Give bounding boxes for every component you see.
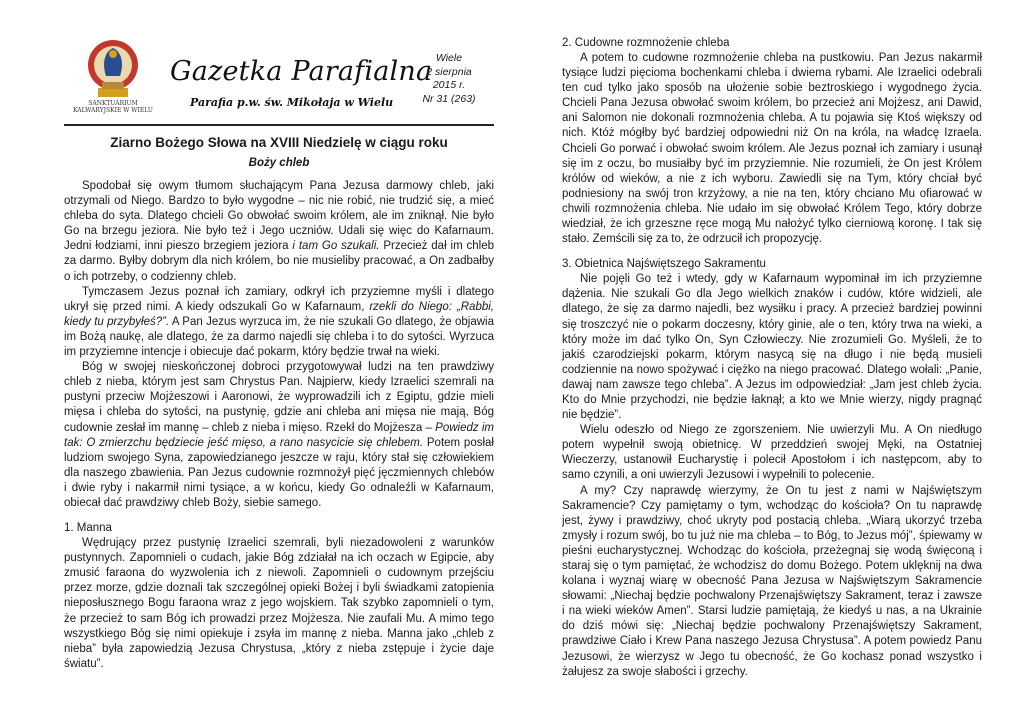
article-title: Ziarno Bożego Słowa na XVIII Niedzielę w ciągu roku <box>110 135 448 150</box>
section-heading: 3. Obietnica Najświętszego Sakramentu <box>562 258 766 271</box>
article-subtitle: Boży chleb <box>248 157 310 169</box>
issue-year: 2015 r. <box>432 79 466 91</box>
newsletter-subtitle: Parafia p.w. św. Mikołaja w Wielu <box>190 96 394 109</box>
paragraph: A potem to cudowne rozmnożenie chleba na pustkowiu. Pan Jezus nakarmił tysiące ludzi pięcioma bochenkami chleba i dwiema rybami. Ale Izraelici odebrali ten cud tylko jako sposób na ułożenie sobie beztroskiego i wygodnego życia. Chcieli Pana Jezusa obwołać swoim królem, bo przecież ani Mojżesz, ani Dawid, ani Salomon nie dokonali rozmnożenia chleba. A tu pojawia się Ktoś większy od nich. Któż mógłby być bardziej odpowiedni niż On na króla, na władcę Izraela. Chcieli Go porwać i obwołać swoim królem. Ale Jezus poznał ich zamiary i usunął się im z oczu, bo musiałby być im przyziemnie. Nie rozumieli, że On jest Królem królów od wieków, a nie z ich wyboru. Zawiedli się na Tym, który chciał być podniesiony na swój tron krzyżowy, a nie na ten, który chciano Mu ofiarować w chwili rozmnożenia chleba. Nie udało im się obwołać Królem Tego, który dobrze wiedział, że ich grzeszne ręce mogą Mu nałożyć tylko cierniową koronę. I tak się stało. Zemścili się za to, że odrzucił ich propozycję. <box>562 52 982 246</box>
paragraph: Bóg w swojej nieskończonej dobroci przygotowywał ludzi na ten prawdziwy chleb z nieba, którym jest sam Chrystus Pan. Najpierw, kiedy Izraelici szemrali na pustyni przeciw Mojżeszowi i Aaronowi, że wyprowadzili ich z Egiptu, gdzie mieli mięsa i chleba do sytości, na pustynię, gdzie ani chleba ani mięsa nie mają, Bóg cudownie zesłał im mannę – chleb z nieba i mięso. Rzekł do Mojżesza – Powiedz im tak: O zmierzchu będziecie jeść mięso, a rano nasycicie się chlebem. Potem posłał ludziom swojego Syna, zapowiedzianego jeszcze w raju, który stał się człowiekiem dla naszego zbawienia. Pan Jezus cudownie rozmnożył pięć jęczmiennych chlebów i dwie ryby i nakarmił nimi tysiące, a w końcu, kiedy Go odnaleźli w Kafarnaum, obiecał dać prawdziwy chleb Boży, siebie samego. <box>64 361 494 509</box>
right-column <box>562 36 982 680</box>
issue-date: 2 sierpnia <box>426 65 472 78</box>
section-heading: 1. Manna <box>64 522 112 535</box>
paragraph: A my? Czy naprawdę wierzymy, że On tu jest z nami w Najświętszym Sakramencie? Czy pamiętamy o tym, wchodząc do kościoła? On tu naprawdę jest, żywy i prawdziwy, choć ukryty pod postacią chleba. „Wiarą ukorzyć trzeba zmysły i rozum swój, bo tu już nie ma chleba – to Bóg, to Jezus mój”, śpiewamy w pieśni eucharystycznej. Wchodząc do kościoła, przeżegnaj się wodą święconą i staraj się o tym pamiętać, że wchodzisz do domu Bożego. Potem uklęknij na dwa kolana i wyznaj wiarę w obecność Pana Jezusa w Najświętszym Sakramencie słowami: „Niechaj będzie pochwalony Przenajświętszy Sakrament, teraz i zawsze i na wieki wieków Amen”. Starsi ludzie pamiętają, że kiedyś u nas, a na Ukrainie do dziś mówi się: „Niechaj będzie pochwalony Przenajświętszy Sakrament, prawdziwe Ciało i Krew Pana naszego Jezusa Chrystusa”. A potem powiedz Panu Jezusowi, że wierzysz w Jego tu obecność, że Go kochasz ponad wszystko i żałujesz za swoje słabości i grzechy. <box>562 484 982 678</box>
newsletter-header <box>64 38 494 126</box>
paragraph: Nie pojęli Go też i wtedy, gdy w Kafarnaum wypominał im ich przyziemne dążenia. Nie szukali Go dla Jego wielkich znaków i cudów, które widzieli, ale dlatego, że się za darmo najedli, bez wysiłku i pracy. A przecież bardziej powinni się troszczyć nie o pokarm doczesny, który ginie, ale o ten, który trwa na wieki, a który może im dać tylko On, Syn Człowieczy. Nie zrozumieli Go. Myśleli, że to jakiś czarodziejski pokarm, którym nasycą się na długo i nie będą musieli codziennie na nowo spożywać i ciężko na niego pracować. Dlatego wołali: „Panie, dawaj nam zawsze tego chleba”. A Jezus im odpowiedział: „Jam jest chleb życia. Kto do Mnie przychodzi, nie będzie łaknął; a kto we Mnie wierzy, nigdy pragnąć nie będzie”. <box>562 273 982 422</box>
logo-caption: SANKTUARIUM KALWARYJSKIE W WIELU <box>73 100 153 114</box>
paragraph: Tymczasem Jezus poznał ich zamiary, odkrył ich przyziemne myśli i dlatego ukrył się przed nimi. A kiedy odszukali Go w Kafarnaum, rzekli do Niego: „Rabbi, kiedy tu przybyłeś?”. A Pan Jezus wyrzuca im, że nie szukali Go dlatego, że objawia im Bożą naukę, ale dlatego, że za darmo najedli się chleba i to do sytości. Wyrzuca im przyziemne intencje i obiecuje dać pokarm, który będzie trwał na wieki. <box>64 285 494 359</box>
paragraph: Spodobał się owym tłumom słuchającym Pana Jezusa darmowy chleb, jaki otrzymali od Niego. Bardzo to było wygodne – nic nie robić, nie trudzić się, a mieć chleba do syta. Dlatego chcieli Go obwołać swoim królem, ale im zniknął. Nie było Go na brzegu jeziora. Nie było też i Jego uczniów. Udali się więc do Kafarnaum. Jedni łodziami, inni pieszo brzegiem jeziora i tam Go szukali. Przecież dał im chleb za darmo. Byłby dobrym dla nich królem, bo nie musieliby pracować, a On zadbałby o ich potrzeby, o codzienny chleb. <box>64 180 495 283</box>
newsletter-title: Gazetka Parafialna <box>170 56 433 87</box>
issue-number: Nr 31 (263) <box>422 92 476 105</box>
paragraph: Wędrujący przez pustynię Izraelici szemrali, byli niezadowoleni z warunków pustynnych. Zapomnieli o cudach, jakie Bóg zdziałał na ich oczach w Egipcie, aby zmusić faraona do wyzwolenia ich z niewoli. Zapomnieli o cudownym przejściu przez morze, gdzie doznali tak szczególnej opieki Bożej i byli świadkami zatopienia nieposłusznego Bogu faraona wraz z jego wojskiem. Tak szybko zapomnieli o tym, że przecież to sam Bóg ich prowadzi przez Mojżesza. Nie zaufali Mu. A mimo tego wszystkiego Bóg się nimi opiekuje i zsyła im mannę z nieba. Manna jako „chleb z nieba” była zapowiedzią Jezusa Chrystusa, „który z nieba zstępuje i życie daje światu”. <box>64 537 494 670</box>
issue-place: Wiele <box>435 52 463 64</box>
issue-info <box>414 52 484 106</box>
paragraph: Wielu odeszło od Niego ze zgorszeniem. Nie uwierzyli Mu. A On niedługo potem wypełnił swoją obietnicę. W przeddzień swojej Męki, na Ostatniej Wieczerzy, ustanowił Eucharystię i polecił Apostołom i ich następcom, aby to samo czynili, a oni uwierzyli Jezusowi i wypełnili to polecenie. <box>562 424 982 482</box>
left-column <box>64 179 494 672</box>
section-heading: 2. Cudowne rozmnożenie chleba <box>562 37 730 49</box>
